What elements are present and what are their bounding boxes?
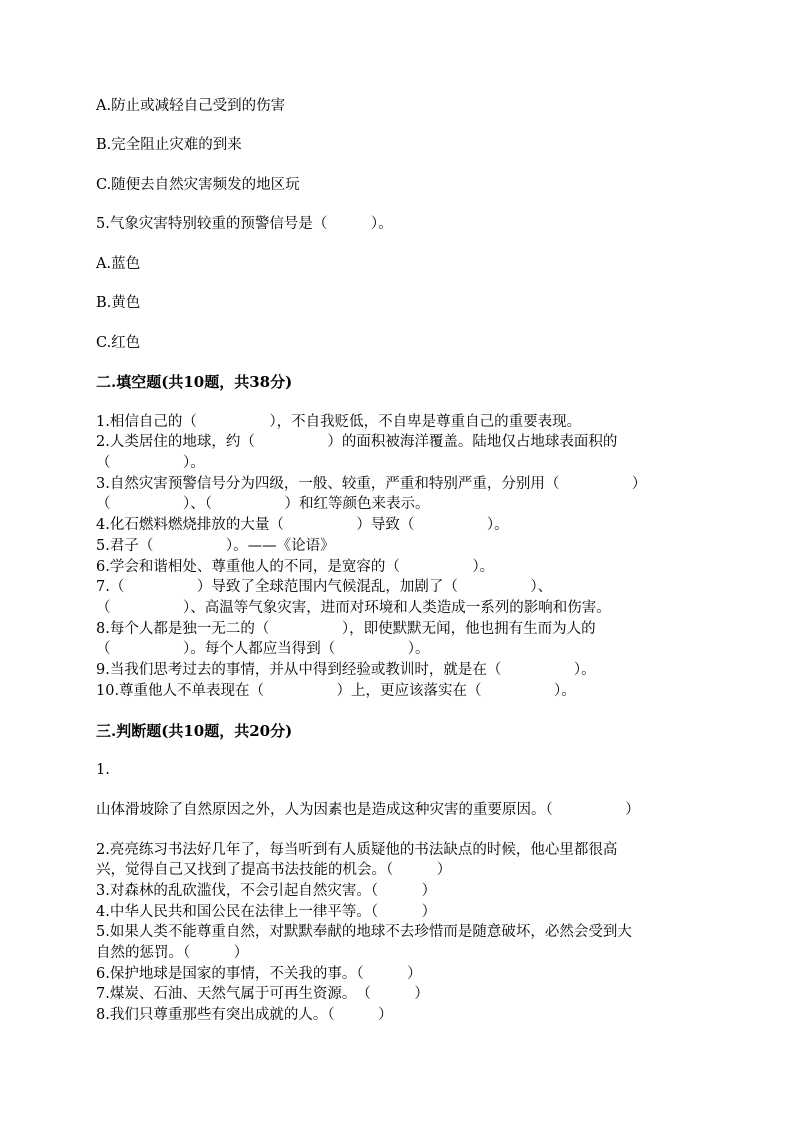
q5-option-c: C.红色 [96,335,141,351]
q5-stem: 5.气象灾害特别较重的预警信号是（ ）。 [96,216,393,232]
tf-line: 6.保护地球是国家的事情，不关我的事。（ ） [96,966,422,982]
fill-in-line: 1.相信自己的（ ），不自我贬低，不自卑是尊重自己的重要表现。 [96,414,582,430]
tf-line: 5.如果人类不能尊重自然，对默默奉献的地球不去珍惜而是随意破坏，必然会受到大 [96,924,632,940]
fill-in-line: 9.当我们思考过去的事情，并从中得到经验或教训时，就是在（ ）。 [96,662,596,678]
tf-line: 8.我们只尊重那些有突出成就的人。（ ） [96,1007,393,1023]
tf-q1-number: 1. [96,762,110,778]
tf-line: 3.对森林的乱砍滥伐，不会引起自然灾害。（ ） [96,883,437,899]
fill-in-line: 6.学会和谐相处、尊重他人的不同，是宽容的（ ）。 [96,559,495,575]
fill-in-line: 8.每个人都是独一无二的（ ），即使默默无闻，他也拥有生而为人的 [96,621,596,637]
fill-in-line: （ ）、（ ）和红等颜色来表示。 [96,496,430,512]
tf-q1-text: 山体滑坡除了自然原因之外，人为因素也是造成这种灾害的重要原因。（ ） [96,802,640,818]
fill-in-line: （ ）。每个人都应当得到（ ）。 [96,641,430,657]
tf-line: 4.中华人民共和国公民在法律上一律平等。（ ） [96,904,437,920]
q4-option-b: B.完全阻止灾难的到来 [96,137,242,153]
fill-in-line: 5.君子（ ）。——《论语》 [96,538,335,554]
section-heading-fill-in: 二.填空题(共10题，共38分) [96,373,293,391]
q5-option-b: B.黄色 [96,295,141,311]
q5-option-a: A.蓝色 [96,256,141,272]
fill-in-line: （ ）、高温等气象灾害，进而对环境和人类造成一系列的影响和伤害。 [96,600,611,616]
fill-in-line: 7.（ ）导致了全球范围内气候混乱，加剧了（ ）、 [96,579,553,595]
fill-in-line: （ ）。 [96,455,205,471]
tf-line: 2.亮亮练习书法好几年了，每当听到有人质疑他的书法缺点的时候，他心里都很高 [96,842,618,858]
tf-line: 7.煤炭、石油、天然气属于可再生资源。 （ ） [96,986,429,1002]
fill-in-line: 10.尊重他人不单表现在（ ）上，更应该落实在（ ）。 [96,683,576,699]
fill-in-line: 4.化石燃料燃烧排放的大量（ ）导致（ ）。 [96,517,509,533]
q4-option-c: C.随便去自然灾害频发的地区玩 [96,177,300,193]
tf-line: 兴，觉得自己又找到了提高书法技能的机会。（ ） [96,862,452,878]
tf-line: 自然的惩罚。（ ） [96,945,249,961]
fill-in-line: 2.人类居住的地球，约（ ）的面积被海洋覆盖。陆地仅占地球表面积的 [96,434,618,450]
section-heading-true-false: 三.判断题(共10题，共20分) [96,722,293,740]
q4-option-a: A.防止或减轻自己受到的伤害 [96,98,286,114]
fill-in-line: 3.自然灾害预警信号分为四级，一般、较重，严重和特别严重，分别用（ ） [96,476,647,492]
